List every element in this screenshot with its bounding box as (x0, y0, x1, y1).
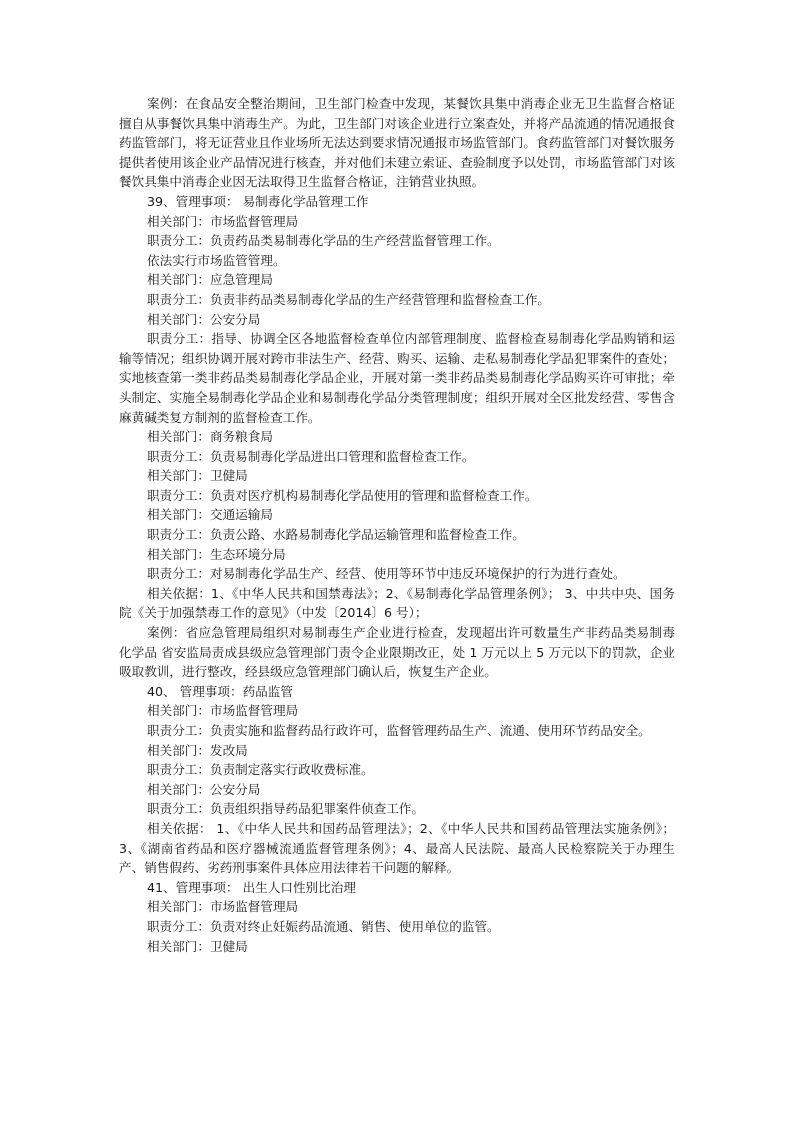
related-department: 相关部门：公安分局 (147, 781, 261, 797)
duty-division: 职责分工：负责制定落实行政收费标准。 (147, 762, 374, 778)
case-paragraph: 案例：在食品安全整治期间，卫生部门检查中发现，某餐饮具集中消毒企业无卫生监督合格证擅自从事餐饮具集中消毒生产。为此，卫生部门对该企业进行立案查处，并将产品流通的情况通报食药监管部门，将无证营业且作业场所无法达到要求情况通报市场监管部门。食药监管部门对餐饮服务提供者使用该企业产品情况进行核查，并对他们未建立索证、查验制度予以处罚，市场监管部门对该餐饮具集中消毒企业因无法取得卫生监督合格证，注销营业执照。 (119, 96, 675, 190)
related-department: 相关部门：卫健局 (147, 468, 248, 484)
related-department: 相关部门：卫健局 (147, 938, 248, 954)
related-department: 相关部门：市场监督管理局 (147, 213, 299, 229)
item-41-heading: 41、管理事项： 出生人口性别比治理 (147, 879, 356, 895)
related-department: 相关部门：交通运输局 (147, 507, 273, 523)
item-40-heading: 40、 管理事项：药品监管 (147, 683, 293, 699)
duty-note: 依法实行市场监管管理。 (147, 252, 286, 268)
duty-division: 职责分工：负责组织指导药品犯罪案件侦查工作。 (147, 801, 425, 817)
legal-basis: 相关依据：1、《中华人民共和国禁毒法》；2、《易制毒化学品管理条例》； 3、中共中央、国务院《关于加强禁毒工作的意见》（中发〔2014〕6 号）； (119, 585, 675, 621)
related-department: 相关部门：市场监督管理局 (147, 703, 299, 719)
duty-division: 职责分工：负责药品类易制毒化学品的生产经营监督管理工作。 (147, 233, 500, 249)
case-paragraph: 案例：省应急管理局组织对易制毒生产企业进行检查，发现超出许可数量生产非药品类易制毒化学品 省安监局责成县级应急管理部门责令企业限期改正，处 1 万元以上 5 万元以下的罚款，企业吸取教训，进行整改，经县级应急管理部门确认后，恢复生产企业。 (119, 625, 675, 680)
duty-division: 职责分工：指导、协调全区各地监督检查单位内部管理制度、监督检查易制毒化学品购销和运输等情况；组织协调开展对跨市非法生产、经营、购买、运输、走私易制毒化学品犯罪案件的查处；实地核查第一类非药品类易制毒化学品企业，开展对第一类非药品类易制毒化学品购买许可审批；牵头制定、实施全易制毒化学品企业和易制毒化学品分类管理制度；组织开展对全区批发经营、零售含麻黄碱类复方制剂的监督检查工作。 (119, 331, 675, 425)
duty-division: 职责分工：负责对医疗机构易制毒化学品使用的管理和监督检查工作。 (147, 487, 538, 503)
related-department: 相关部门：市场监督管理局 (147, 899, 299, 915)
related-department: 相关部门：生态环境分局 (147, 546, 286, 562)
related-department: 相关部门：发改局 (147, 742, 248, 758)
duty-division: 职责分工：负责实施和监督药品行政许可，监督管理药品生产、流通、使用环节药品安全。 (147, 723, 651, 738)
duty-division: 职责分工：负责对终止妊娠药品流通、销售、使用单位的监管。 (147, 918, 500, 934)
related-department: 相关部门：公安分局 (147, 311, 261, 327)
duty-division: 职责分工：对易制毒化学品生产、经营、使用等环节中违反环境保护的行为进行查处。 (147, 566, 626, 582)
document-body (119, 94, 675, 956)
related-department: 相关部门：商务粮食局 (147, 429, 273, 445)
item-39-heading: 39、管理事项： 易制毒化学品管理工作 (147, 193, 369, 209)
related-department: 相关部门：应急管理局 (147, 272, 273, 288)
legal-basis: 相关依据： 1、《中华人民共和国药品管理法》；2、《中华人民共和国药品管理法实施条例》；3、《湖南省药品和医疗器械流通监督管理条例》；4、最高人民法院、最高人民检察院关于办理生产、销售假药、劣药刑事案件具体应用法律若干问题的解释。 (119, 820, 675, 876)
duty-division: 职责分工：负责公路、水路易制毒化学品运输管理和监督检查工作。 (147, 527, 525, 543)
duty-division: 职责分工：负责非药品类易制毒化学品的生产经营管理和监督检查工作。 (147, 291, 550, 307)
duty-division: 职责分工：负责易制毒化学品进出口管理和监督检查工作。 (147, 448, 475, 464)
